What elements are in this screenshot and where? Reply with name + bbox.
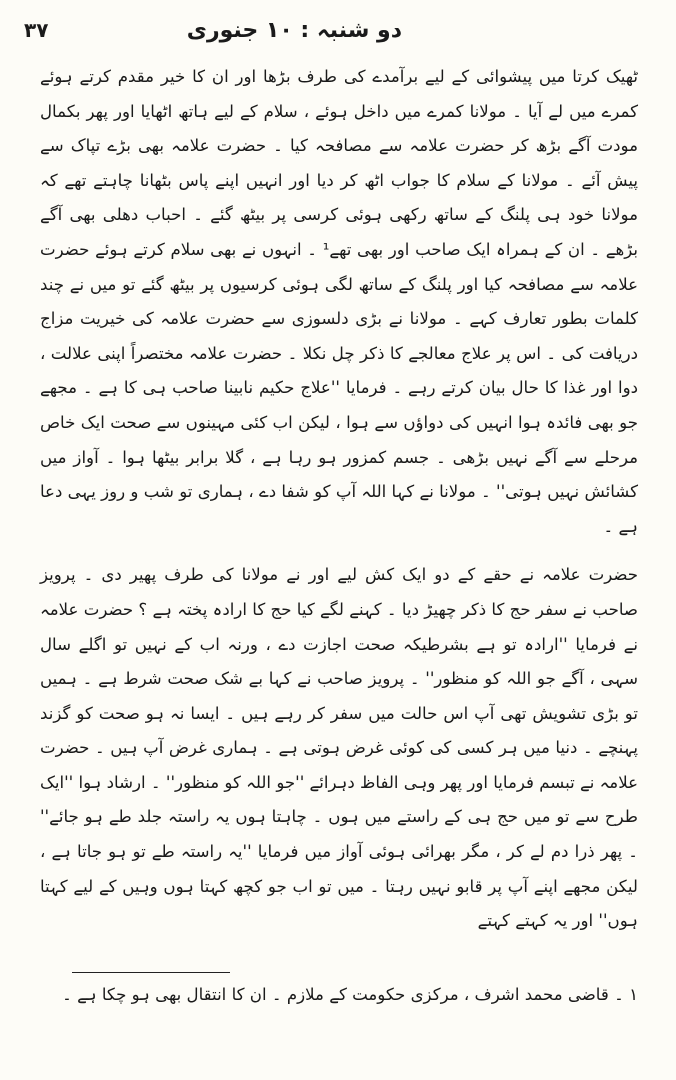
chapter-heading: دو شنبہ : ۱۰ جنوری [186, 17, 402, 43]
running-head [24, 14, 652, 46]
page-number: ۳۷ [24, 18, 49, 42]
footnote-text: ۱ ۔ قاضی محمد اشرف ، مرکزی حکومت کے ملازم ۔ ان کا انتقال بھی ہو چکا ہے ۔ [62, 985, 638, 1004]
body-text [40, 60, 638, 939]
paragraph: حضرت علامہ نے حقے کے دو ایک کش لیے اور نے مولانا کی طرف پھیر دی ۔ پرویز صاحب نے سفر حج کا ذکر چھیڑ دیا ۔ کہنے لگے کیا حج کا ارادہ پختہ ہے ؟ حضرت علامہ نے فرمایا ''ارادہ تو ہے بشرطیکہ صحت اجازت دے ، ورنہ اب کے نہیں تو اگلے سال سہی ، آگے جو اللہ کو منظور'' ۔ پرویز صاحب نے کہا بے شک صحت شرط ہے ۔ ہمیں تو بڑی تشویش تھی آپ اس حالت میں سفر کر رہے ہیں ۔ ایسا نہ ہو صحت کو گزند پہنچے ۔ دنیا میں ہر کسی کی کوئی غرض ہوتی ہے ۔ ہماری غرض آپ ہیں ۔ حضرت علامہ نے تبسم فرمایا اور پھر وہی الفاظ دہرائے ''جو اللہ کو منظور'' ۔ ارشاد ہوا ''ایک طرح سے تو میں حج ہی کے راستے میں ہوں ۔ چاہتا ہوں یہ راستہ جلد طے ہو جائے'' ۔ پھر ذرا دم لے کر ، مگر بھرائی ہوئی آواز میں فرمایا ''یہ راستہ طے تو ہو جاتا ہے ، لیکن مجھے اپنے آپ پر قابو نہیں رہتا ۔ میں تو اب جو کچھ کہتا ہوں وہیں کے لیے کہتا ہوں'' اور یہ کہتے کہتے [40, 565, 638, 931]
footnote-separator [72, 972, 230, 973]
footnote [40, 978, 638, 1012]
paragraph: ٹھیک کرتا میں پیشوائی کے لیے برآمدے کی طرف بڑھا اور ان کا خیر مقدم کرتے ہوئے کمرے میں لے آیا ۔ مولانا کمرے میں داخل ہوئے ، سلام کے لیے ہاتھ اٹھایا اور پھر بکمال مودت آگے بڑھ کر حضرت علامہ سے مصافحہ کیا ۔ حضرت علامہ بھی بڑے تپاک سے پیش آئے ۔ مولانا کے سلام کا جواب اٹھ کر دیا اور انہیں اپنے پاس بٹھانا چاہتے تھے کہ مولانا خود ہی پلنگ کے ساتھ رکھی ہوئی کرسی پر بیٹھ گئے ۔ احباب دھلی بھی آگے بڑھے ۔ ان کے ہمراہ ایک صاحب اور بھی تھے¹ ۔ انہوں نے بھی سلام کرتے ہوئے حضرت علامہ سے مصافحہ کیا اور پلنگ کے ساتھ لگی ہوئی کرسیوں پر بیٹھ گئے تو میں نے چند کلمات بطور تعارف کہے ۔ مولانا نے بڑی دلسوزی سے حضرت علامہ کی خیریت مزاج دریافت کی ۔ اس پر علاج معالجے کا ذکر چل نکلا ۔ حضرت علامہ مختصراً اپنی علالت ، دوا اور غذا کا حال بیان کرتے رہے ۔ فرمایا ''علاج حکیم نابینا صاحب ہی کا ہے ۔ مجھے جو بھی فائدہ ہوا انہیں کی دواؤں سے ہوا ، لیکن اب کئی مہینوں سے صحت ایک خاص مرحلے سے آگے نہیں بڑھی ۔ جسم کمزور ہو رہا ہے ، گلا برابر بیٹھا ہوا ۔ آواز میں کشائش نہیں ہوتی'' ۔ مولانا نے کہا اللہ آپ کو شفا دے ، ہماری تو شب و روز یہی دعا ہے ۔ [40, 67, 639, 536]
